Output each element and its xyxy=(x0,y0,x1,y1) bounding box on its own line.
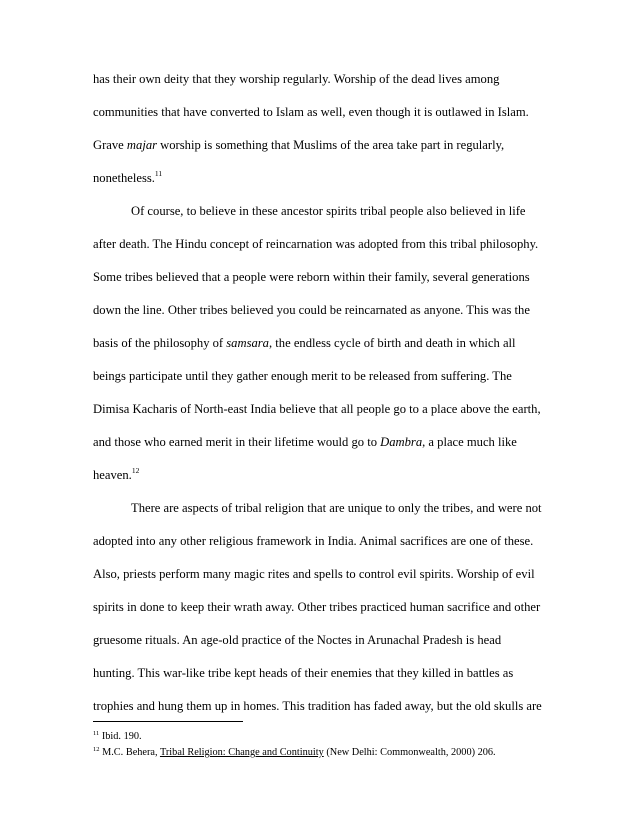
text-line xyxy=(93,302,530,318)
text-line xyxy=(93,665,513,681)
italic-term: samsara xyxy=(226,336,269,350)
text-run: There are aspects of tribal religion that are unique to only the tribes, and were not xyxy=(131,501,542,515)
text-run: Some tribes believed that a people were reborn within their family, several generations xyxy=(93,270,530,284)
text-run: nonetheless. xyxy=(93,171,155,185)
text-run: beings participate until they gather enough merit to be released from suffering. The xyxy=(93,369,512,383)
text-line xyxy=(93,335,516,351)
text-line xyxy=(93,71,499,87)
text-line xyxy=(93,632,501,648)
footnote-12 xyxy=(93,746,496,759)
text-run: trophies and hung them up in homes. This tradition has faded away, but the old skulls are xyxy=(93,699,542,713)
text-line xyxy=(93,467,139,483)
text-line xyxy=(93,434,517,450)
footnote-divider xyxy=(93,721,243,722)
text-run: gruesome rituals. An age-old practice of the Noctes in Arunachal Pradesh is head xyxy=(93,633,502,647)
footnote-number: 11 xyxy=(93,730,100,737)
footnote-title: Tribal Religion: Change and Continuity xyxy=(159,747,324,758)
footnote-text: Ibid. 190. xyxy=(99,731,142,742)
text-run: worship is something that Muslims of the area take part in regularly, xyxy=(157,138,505,152)
text-line xyxy=(93,368,512,384)
footnote-ref[interactable]: 12 xyxy=(131,466,140,475)
footnote-number: 12 xyxy=(93,746,100,753)
text-run: , the endless cycle of birth and death in which all xyxy=(268,336,516,350)
text-run: after death. The Hindu concept of reincarnation was adopted from this tribal philosophy. xyxy=(93,237,539,251)
text-line xyxy=(93,104,529,120)
footnote-text: M.C. Behera, xyxy=(99,747,160,758)
text-line xyxy=(93,533,533,549)
text-line xyxy=(93,170,162,186)
text-run: basis of the philosophy of xyxy=(93,336,227,350)
text-run: has their own deity that they worship regularly. Worship of the dead lives among xyxy=(93,72,500,86)
text-line xyxy=(93,236,538,252)
text-line xyxy=(131,500,542,516)
text-line xyxy=(93,566,535,582)
italic-term: Dambra xyxy=(380,435,423,449)
text-line xyxy=(93,401,541,417)
footnote-ref[interactable]: 11 xyxy=(154,169,163,178)
text-run: down the line. Other tribes believed you could be reincarnated as anyone. This was the xyxy=(93,303,530,317)
text-run: Of course, to believe in these ancestor spirits tribal people also believed in life xyxy=(131,204,526,218)
text-line xyxy=(93,269,530,285)
text-line xyxy=(93,698,542,714)
text-run: adopted into any other religious framework in India. Animal sacrifices are one of these. xyxy=(93,534,534,548)
footnote-11 xyxy=(93,730,142,743)
text-line xyxy=(131,203,525,219)
text-run: communities that have converted to Islam as well, even though it is outlawed in Islam. xyxy=(93,105,529,119)
text-line xyxy=(93,137,504,153)
text-run: Grave xyxy=(93,138,127,152)
text-run: , a place much like xyxy=(422,435,517,449)
footnote-text: (New Delhi: Commonwealth, 2000) 206. xyxy=(323,747,496,758)
text-run: Dimisa Kacharis of North-east India believe that all people go to a place above the earth, xyxy=(93,402,541,416)
text-run: spirits in done to keep their wrath away. Other tribes practiced human sacrifice and other xyxy=(93,600,541,614)
italic-term: majar xyxy=(126,138,158,152)
text-line xyxy=(93,599,540,615)
text-run: heaven. xyxy=(93,468,132,482)
text-run: hunting. This war-like tribe kept heads of their enemies that they killed in battles as xyxy=(93,666,514,680)
text-run: and those who earned merit in their lifetime would go to xyxy=(93,435,381,449)
text-run: Also, priests perform many magic rites and spells to control evil spirits. Worship of evil xyxy=(93,567,535,581)
